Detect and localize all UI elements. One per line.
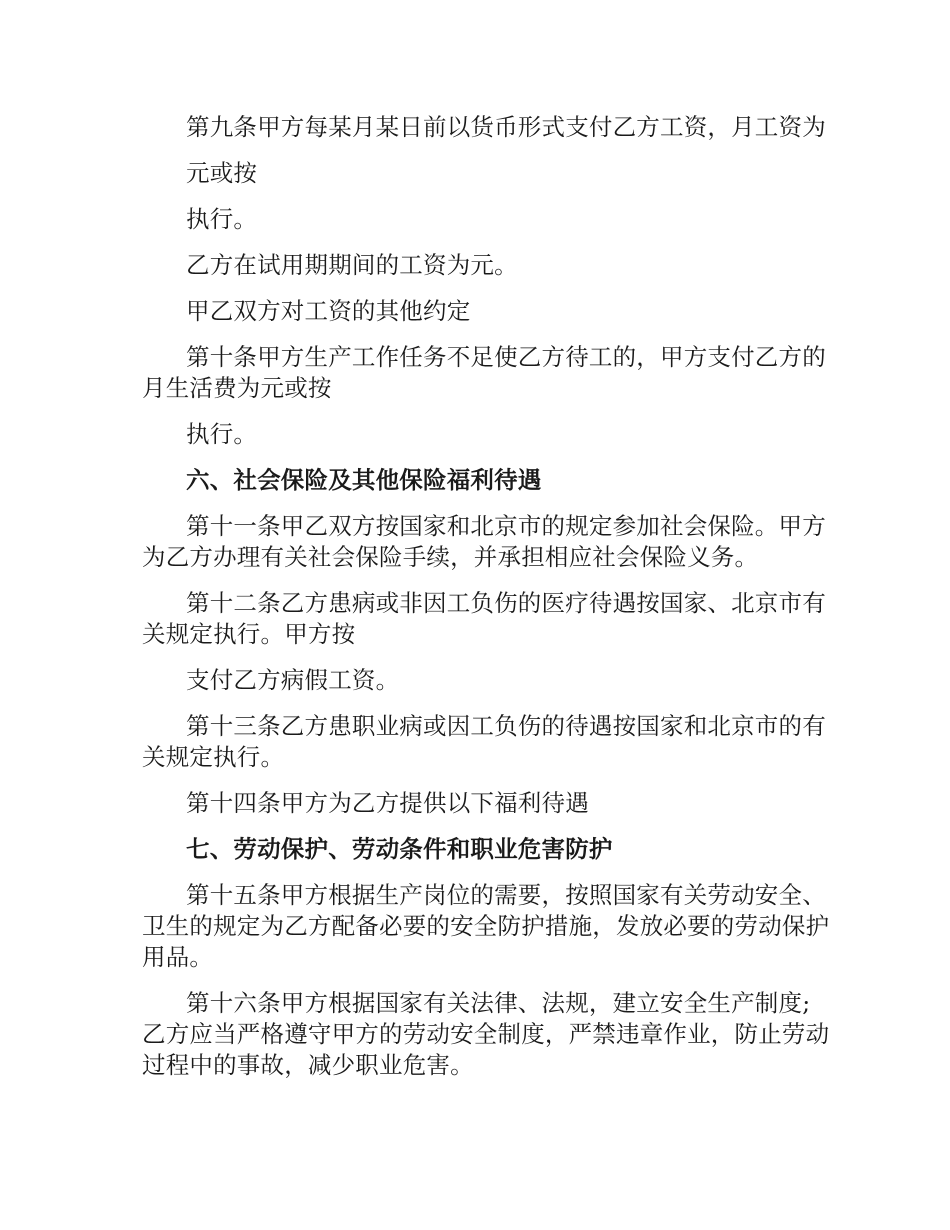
document-page bbox=[142, 112, 832, 1096]
paragraph-execute-2: 执行。 bbox=[186, 420, 258, 448]
paragraph-article-11: 第十一条甲乙双方按国家和北京市的规定参加社会保险。甲方为乙方办理有关社会保险手续，并承担相应社会保险义务。 bbox=[142, 512, 826, 571]
section-heading-social-insurance: 六、社会保险及其他保险福利待遇 bbox=[186, 466, 542, 494]
paragraph-article-10: 第十条甲方生产工作任务不足使乙方待工的，甲方支付乙方的月生活费为元或按 bbox=[142, 343, 826, 402]
paragraph-article-14: 第十四条甲方为乙方提供以下福利待遇 bbox=[186, 789, 589, 817]
paragraph-article-15: 第十五条甲方根据生产岗位的需要，按照国家有关劳动安全、卫生的规定为乙方配备必要的安全防护措施，发放必要的劳动保护用品。 bbox=[142, 881, 830, 971]
paragraph-yuan-or: 元或按 bbox=[186, 159, 258, 187]
paragraph-article-12: 第十二条乙方患病或非因工负伤的医疗待遇按国家、北京市有关规定执行。甲方按 bbox=[142, 589, 826, 648]
paragraph-sick-leave-pay: 支付乙方病假工资。 bbox=[186, 666, 400, 694]
paragraph-article-16: 第十六条甲方根据国家有关法律、法规，建立安全生产制度;乙方应当严格遵守甲方的劳动安全制度，严禁违章作业，防止劳动过程中的事故，减少职业危害。 bbox=[142, 989, 830, 1079]
paragraph-article-13: 第十三条乙方患职业病或因工负伤的待遇按国家和北京市的有关规定执行。 bbox=[142, 712, 826, 771]
paragraph-article-9: 第九条甲方每某月某日前以货币形式支付乙方工资，月工资为 bbox=[186, 113, 826, 141]
paragraph-probation-wage: 乙方在试用期期间的工资为元。 bbox=[186, 251, 518, 279]
paragraph-execute: 执行。 bbox=[186, 205, 258, 233]
paragraph-other-wage-terms: 甲乙双方对工资的其他约定 bbox=[186, 297, 471, 325]
section-heading-labor-protection: 七、劳动保护、劳动条件和职业危害防护 bbox=[186, 835, 613, 863]
